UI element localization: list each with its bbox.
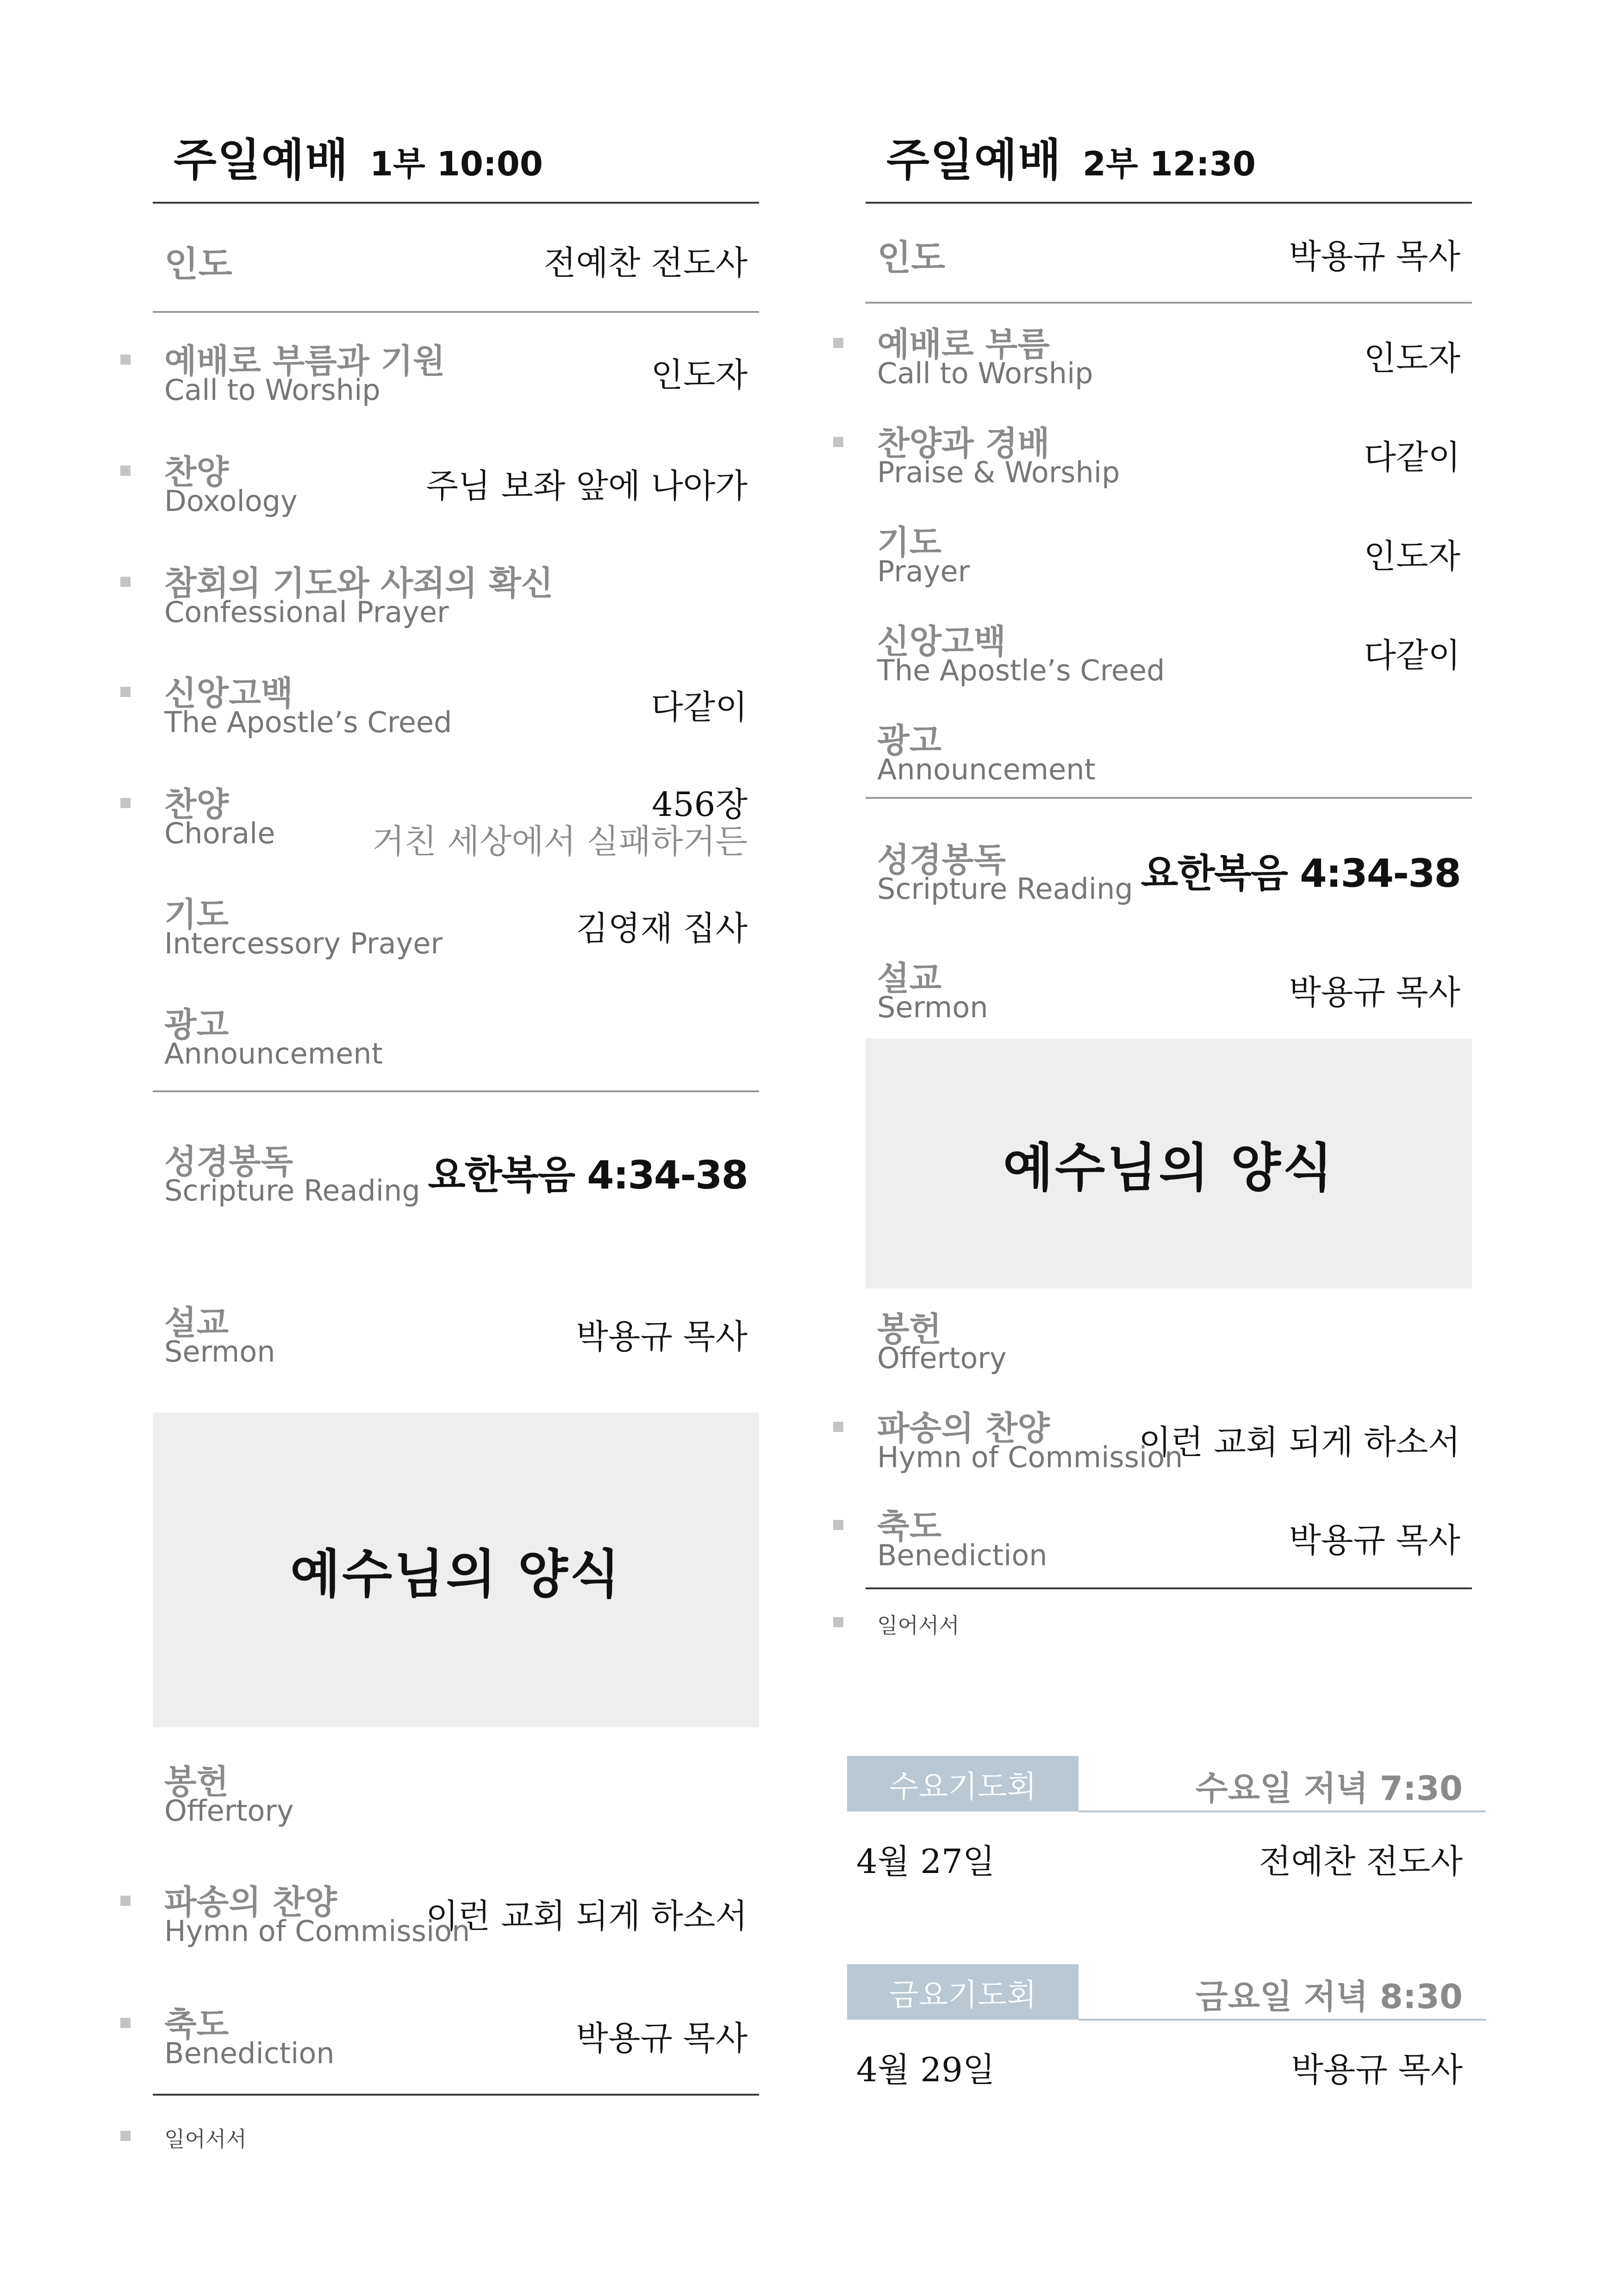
item-title-ko: 축도 <box>877 1507 942 1546</box>
item-leader: 다같이 <box>1364 636 1460 675</box>
standing-marker <box>833 437 843 447</box>
meeting-underline <box>1078 1811 1486 1812</box>
standing-marker <box>120 1896 131 1906</box>
item-title-ko: 봉헌 <box>877 1310 942 1349</box>
standing-marker <box>120 687 131 697</box>
item-title-ko: 성경봉독 <box>164 1142 293 1181</box>
section-rule <box>153 1090 759 1092</box>
item-title-ko: 찬양과 경배 <box>877 424 1050 463</box>
item-title-ko: 기도 <box>877 523 942 562</box>
item-leader: 다같이 <box>1364 438 1460 477</box>
meeting-date: 4월 29일 <box>856 2050 995 2089</box>
meeting-time: 금요일 저녁 8:30 <box>1196 1977 1463 2016</box>
section-rule <box>866 797 1472 799</box>
item-title-en: Praise & Worship <box>877 455 1120 489</box>
standing-marker <box>120 577 131 587</box>
item-title-en: Prayer <box>877 554 970 588</box>
item-title-ko: 파송의 찬양 <box>877 1409 1050 1448</box>
service-1-title: 주일예배 <box>174 134 349 186</box>
item-title-en: Sermon <box>877 990 988 1024</box>
item-title-en: Announcement <box>164 1037 383 1070</box>
item-leader: 박용규 목사 <box>576 2019 748 2058</box>
item-song: 이런 교회 되게 하소서 <box>426 1897 748 1935</box>
item-title-ko: 기도 <box>164 895 229 934</box>
meeting-leader: 박용규 목사 <box>1291 2050 1463 2089</box>
meeting-name-tag: 수요기도회 <box>847 1756 1078 1811</box>
sermon-title-box <box>153 1412 759 1727</box>
scripture-reference: 요한복음 4:34-38 <box>1141 851 1460 896</box>
item-title-en: Hymn of Commission <box>164 1914 470 1948</box>
standing-marker <box>120 2018 131 2028</box>
item-title-en: Scripture Reading <box>164 1174 420 1207</box>
standing-marker <box>833 1422 843 1432</box>
lead-value: 박용규 목사 <box>1289 237 1460 276</box>
item-title-ko: 신앙고백 <box>877 622 1006 661</box>
item-title-ko: 참회의 기도와 사죄의 확신 <box>164 564 554 603</box>
item-title-ko: 찬양 <box>164 453 229 492</box>
item-title-ko: 예배로 부름과 기원 <box>164 342 445 380</box>
standing-legend-text: 일어서서 <box>877 1613 960 1638</box>
standing-marker <box>120 466 131 476</box>
item-title-ko: 봉헌 <box>164 1762 229 1801</box>
scripture-reference: 요한복음 4:34-38 <box>428 1152 748 1198</box>
item-title-en: Doxology <box>164 484 298 518</box>
item-title-en: The Apostle’s Creed <box>164 705 452 739</box>
meeting-name-tag: 금요기도회 <box>847 1964 1078 2020</box>
item-title-en: Sermon <box>164 1335 275 1369</box>
item-title-ko: 설교 <box>164 1303 229 1342</box>
item-leader: 김영재 집사 <box>576 909 748 948</box>
item-leader: 인도자 <box>1364 339 1460 378</box>
item-title-ko: 축도 <box>164 2005 229 2044</box>
standing-marker <box>833 338 843 348</box>
standing-marker <box>120 355 131 365</box>
item-leader: 박용규 목사 <box>1289 1521 1460 1560</box>
item-title-en: Intercessory Prayer <box>164 927 443 960</box>
item-title-ko: 예배로 부름 <box>877 325 1050 364</box>
item-title-ko: 신앙고백 <box>164 674 293 713</box>
item-title-en: Chorale <box>164 816 275 850</box>
service-1-header <box>174 125 543 188</box>
item-song: 주님 보좌 앞에 나아가 <box>426 467 748 505</box>
item-title-ko: 파송의 찬양 <box>164 1883 337 1922</box>
footer-rule <box>153 2094 759 2096</box>
item-title-ko: 설교 <box>877 959 942 998</box>
item-title-en: Call to Worship <box>877 356 1093 390</box>
sermon-title: 예수님의 양식 <box>290 1544 622 1605</box>
item-leader: 인도자 <box>651 355 748 394</box>
item-leader: 다같이 <box>651 688 748 727</box>
hymn-title: 거친 세상에서 실패하거든 <box>372 822 748 861</box>
item-title-en: Call to Worship <box>164 373 380 407</box>
standing-marker <box>833 1617 843 1627</box>
header-rule <box>153 202 759 204</box>
meeting-date: 4월 27일 <box>856 1842 995 1881</box>
item-title-en: Benediction <box>877 1538 1047 1572</box>
sermon-title: 예수님의 양식 <box>1003 1138 1335 1198</box>
item-title-en: Confessional Prayer <box>164 595 449 629</box>
service-2-header <box>886 125 1256 188</box>
standing-marker <box>120 798 131 808</box>
item-title-ko: 광고 <box>877 721 942 760</box>
hymn-number: 456장 <box>652 785 748 824</box>
item-title-ko: 성경봉독 <box>877 840 1006 879</box>
meeting-underline <box>1078 2019 1486 2021</box>
lead-rule <box>153 311 759 313</box>
standing-marker <box>120 2131 131 2141</box>
lead-label: 인도 <box>164 243 232 285</box>
preacher-name: 박용규 목사 <box>1289 973 1460 1012</box>
lead-rule <box>866 302 1472 304</box>
meeting-leader: 전예찬 전도사 <box>1259 1842 1463 1881</box>
item-title-en: Benediction <box>164 2036 335 2070</box>
item-title-en: Announcement <box>877 753 1096 786</box>
item-title-en: Offertory <box>164 1794 294 1828</box>
item-title-en: Hymn of Commission <box>877 1440 1183 1474</box>
lead-label: 인도 <box>877 237 945 278</box>
lead-value: 전예찬 전도사 <box>543 243 748 282</box>
service-2-session: 2부 12:30 <box>1083 144 1256 183</box>
sermon-title-box <box>866 1039 1472 1288</box>
item-title-en: The Apostle’s Creed <box>877 653 1165 687</box>
service-1-session: 1부 10:00 <box>370 144 543 183</box>
item-title-ko: 찬양 <box>164 785 229 824</box>
standing-legend-text: 일어서서 <box>164 2127 247 2152</box>
standing-marker <box>833 1520 843 1530</box>
footer-rule <box>866 1587 1472 1589</box>
item-title-en: Scripture Reading <box>877 872 1133 906</box>
service-2-title: 주일예배 <box>886 134 1062 186</box>
item-song: 이런 교회 되게 하소서 <box>1139 1423 1460 1462</box>
header-rule <box>866 202 1472 204</box>
item-title-en: Offertory <box>877 1341 1007 1375</box>
item-leader: 인도자 <box>1364 537 1460 576</box>
preacher-name: 박용규 목사 <box>576 1317 748 1356</box>
item-title-ko: 광고 <box>164 1005 229 1044</box>
meeting-time: 수요일 저녁 7:30 <box>1196 1769 1463 1808</box>
